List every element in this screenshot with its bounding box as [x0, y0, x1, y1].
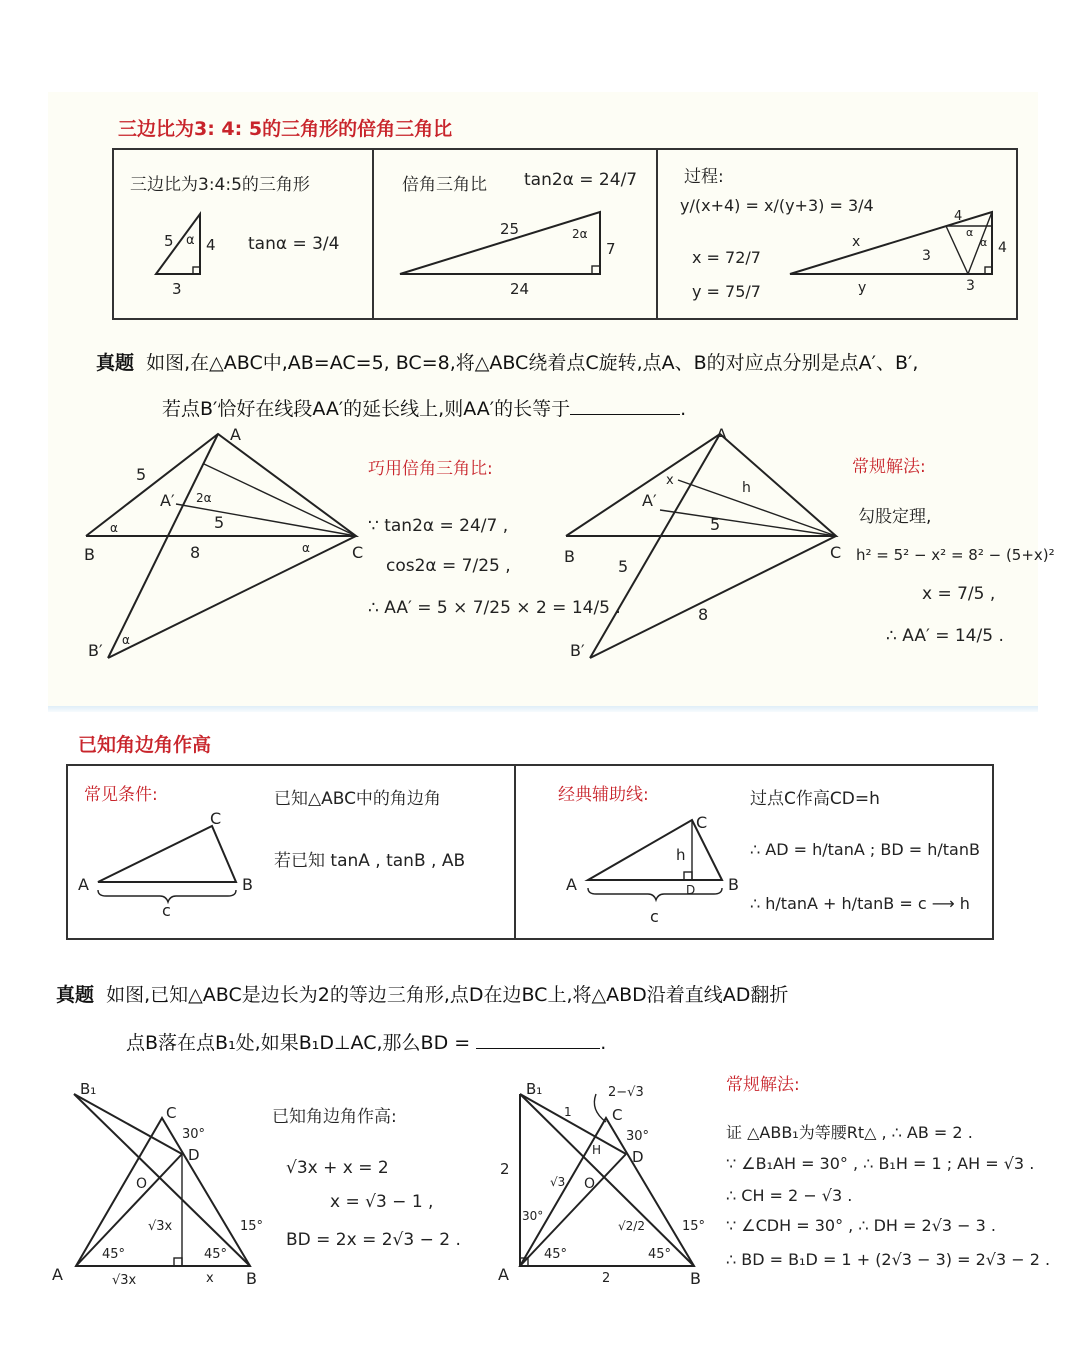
fig-label: 45°	[204, 1247, 228, 1262]
fig-label: 3	[922, 248, 931, 264]
fig-label: α	[302, 541, 310, 555]
fig-label: √3x	[148, 1219, 173, 1234]
fig-label: 15°	[240, 1219, 264, 1234]
box3-eq2: x = 72/7	[692, 248, 761, 267]
triangle-double-angle-figure	[398, 206, 638, 296]
fig-label: c	[162, 901, 171, 920]
box3-heading: 过程:	[684, 167, 724, 187]
fig-label: B′	[570, 641, 585, 660]
fig-label: α	[186, 233, 195, 248]
method2a-step1: √3x + x = 2	[286, 1158, 389, 1178]
fig-label: B	[246, 1269, 257, 1288]
fig-label: x	[852, 234, 861, 250]
fig-label: H	[592, 1143, 602, 1157]
fig-label: 3	[172, 280, 182, 298]
problem2-figure-left	[50, 1074, 290, 1294]
fig-label: c	[650, 907, 659, 926]
method1b-step4: ∴ AA′ = 14/5 .	[886, 626, 1004, 646]
fig-label: C	[612, 1106, 623, 1124]
fig-label: B₁	[80, 1080, 97, 1098]
fig-label: 45°	[544, 1247, 568, 1262]
fig-label: 45°	[102, 1247, 126, 1262]
fig-label: h	[676, 846, 686, 864]
fig-label: √3x	[112, 1273, 137, 1288]
problem2-statement-line2: 点B落在点B₁处,如果B₁D⊥AC,那么BD = .	[126, 1028, 606, 1055]
problem1-figure-left	[80, 420, 380, 660]
fig-label: 5	[618, 557, 629, 576]
method2b-step1: 证 △ABB₁为等腰Rt△ , ∴ AB = 2 .	[726, 1123, 973, 1142]
fig-label: B	[242, 875, 253, 894]
triangle-345-figure	[150, 208, 230, 298]
method1a-step3: ∴ AA′ = 5 × 7/25 × 2 = 14/5 .	[368, 598, 621, 618]
common-conditions-text1: 已知△ABC中的角边角	[274, 789, 441, 809]
fig-label: α	[122, 633, 130, 647]
fig-label: C	[352, 543, 364, 562]
fig-label: 1	[564, 1105, 572, 1119]
method1b-step1: 勾股定理,	[858, 507, 932, 527]
fig-label: 4	[954, 209, 963, 224]
problem2-figure-right	[494, 1074, 714, 1294]
fig-label: √3	[550, 1175, 566, 1189]
fig-label: 2	[602, 1271, 611, 1286]
box1-formula: tanα = 3/4	[248, 234, 340, 254]
method2a-step2: x = √3 − 1 ,	[330, 1192, 434, 1212]
section-title-double-angle: 三边比为3: 4: 5的三角形的倍角三角比	[118, 118, 453, 140]
fig-label: D	[686, 883, 696, 897]
method2a-step3: BD = 2x = 2√3 − 2 .	[286, 1230, 461, 1250]
fig-label: 2−√3	[608, 1085, 644, 1100]
fig-label: 8	[190, 543, 201, 562]
fig-label: 15°	[682, 1219, 706, 1234]
aux-height-figure	[562, 808, 752, 928]
fig-label: 2	[500, 1160, 510, 1178]
method1a-title: 巧用倍角三角比:	[368, 459, 493, 479]
method2b-step3: ∴ CH = 2 − √3 .	[726, 1186, 853, 1205]
method2a-title: 已知角边角作高:	[272, 1107, 397, 1127]
fig-label: x	[666, 473, 674, 488]
fig-label: 5	[136, 465, 147, 484]
method1a-step1: ∵ tan2α = 24/7 ,	[368, 516, 509, 536]
fig-label: 4	[206, 236, 216, 254]
fig-label: √2/2	[618, 1219, 645, 1233]
box3-eq3: y = 75/7	[692, 282, 761, 301]
fig-label: h	[742, 480, 751, 496]
fig-label: α	[966, 226, 974, 239]
problem1-statement-line1	[96, 348, 918, 375]
fig-label: D	[188, 1146, 200, 1164]
fig-label: C	[830, 543, 842, 562]
fig-label: y	[858, 280, 867, 296]
asa-triangle-figure	[76, 810, 266, 920]
method2b-step4: ∵ ∠CDH = 30° , ∴ DH = 2√3 − 3 .	[726, 1216, 997, 1235]
problem1-tag: 真题	[96, 352, 135, 374]
classic-aux-line-text3: ∴ h/tanA + h/tanB = c ⟶ h	[750, 894, 970, 913]
fig-label: 3	[966, 278, 975, 294]
fig-label: 5	[214, 513, 225, 532]
method1b-step2: h² = 5² − x² = 8² − (5+x)²	[856, 546, 1055, 564]
method1b-title: 常规解法:	[852, 457, 926, 477]
fig-label: A	[52, 1265, 63, 1284]
classic-aux-line-text1: 过点C作高CD=h	[750, 789, 880, 809]
fig-label: α	[980, 236, 988, 249]
fig-label: 30°	[182, 1127, 206, 1142]
fig-label: O	[584, 1176, 596, 1192]
fig-label: 2α	[572, 227, 588, 241]
problem1-figure-right	[560, 420, 850, 660]
box3-eq1: y/(x+4) = x/(y+3) = 3/4	[680, 196, 874, 215]
fig-label: x	[206, 1271, 214, 1286]
common-conditions-text2: 若已知 tanA , tanB , AB	[274, 851, 466, 871]
fig-label: O	[136, 1176, 148, 1192]
fig-label: B′	[88, 641, 103, 660]
common-conditions-heading: 常见条件:	[84, 785, 158, 805]
box-divider	[514, 766, 516, 938]
fig-label: 45°	[648, 1247, 672, 1262]
problem2-tag: 真题	[56, 984, 95, 1006]
fig-label: B	[728, 875, 739, 894]
section-title-asa-height: 已知角边角作高	[78, 734, 212, 756]
box1-heading: 三边比为3:4:5的三角形	[130, 175, 310, 195]
problem1-text1: 如图,在△ABC中,AB=AC=5, BC=8,将△ABC绕着点C旋转,点A、B的对应点分别是点A′、B′,	[146, 352, 919, 374]
fig-label: 30°	[626, 1129, 650, 1144]
fig-label: 24	[510, 280, 530, 298]
fig-label: 5	[710, 515, 721, 534]
method1b-step3: x = 7/5 ,	[922, 584, 996, 604]
process-figure	[786, 206, 1016, 296]
box2-heading: 倍角三角比	[402, 175, 487, 195]
fig-label: B	[690, 1269, 701, 1288]
problem2-text1: 如图,已知△ABC是边长为2的等边三角形,点D在边BC上,将△ABD沿着直线AD翻折	[106, 984, 789, 1006]
method2b-step2: ∵ ∠B₁AH = 30° , ∴ B₁H = 1 ; AH = √3 .	[726, 1154, 1035, 1173]
problem1-text2: 若点B′恰好在线段AA′的延长线上,则AA′的长等于	[162, 398, 571, 420]
problem2-statement-line1	[56, 980, 788, 1007]
classic-aux-line-text2: ∴ AD = h/tanA ; BD = h/tanB	[750, 840, 980, 859]
method2b-title: 常规解法:	[726, 1075, 800, 1095]
fig-label: C	[210, 809, 222, 828]
fig-label: 5	[164, 232, 174, 250]
fig-label: 7	[606, 240, 616, 258]
fig-label: 8	[698, 605, 709, 624]
method1a-step2: cos2α = 7/25 ,	[386, 556, 511, 576]
fig-label: A	[78, 875, 89, 894]
answer-blank	[570, 395, 680, 415]
box2-formula: tan2α = 24/7	[524, 170, 638, 190]
fig-label: 30°	[522, 1209, 544, 1223]
classic-aux-line-heading: 经典辅助线:	[558, 785, 649, 805]
problem1-statement-line2: 若点B′恰好在线段AA′的延长线上,则AA′的长等于 .	[162, 394, 686, 421]
fig-label: C	[696, 813, 708, 832]
fig-label: B₁	[526, 1080, 543, 1098]
fig-label: A	[566, 875, 577, 894]
fig-label: 2α	[196, 491, 212, 505]
method2b-step5: ∴ BD = B₁D = 1 + (2√3 − 3) = 2√3 − 2 .	[726, 1250, 1051, 1269]
fig-label: A	[230, 425, 241, 444]
answer-blank	[476, 1029, 600, 1049]
fig-label: A	[716, 425, 727, 444]
fig-label: B	[84, 545, 95, 564]
fig-label: A	[498, 1265, 509, 1284]
fig-label: α	[110, 521, 118, 535]
box-divider	[656, 150, 658, 318]
fig-label: C	[166, 1104, 177, 1122]
problem2-text2: 点B落在点B₁处,如果B₁D⊥AC,那么BD =	[126, 1032, 471, 1054]
box-divider	[372, 150, 374, 318]
fig-label: A′	[160, 491, 175, 510]
fig-label: 4	[998, 240, 1007, 256]
fig-label: D	[632, 1148, 644, 1166]
fig-label: A′	[642, 491, 657, 510]
fig-label: B	[564, 547, 575, 566]
fig-label: 25	[500, 220, 520, 238]
